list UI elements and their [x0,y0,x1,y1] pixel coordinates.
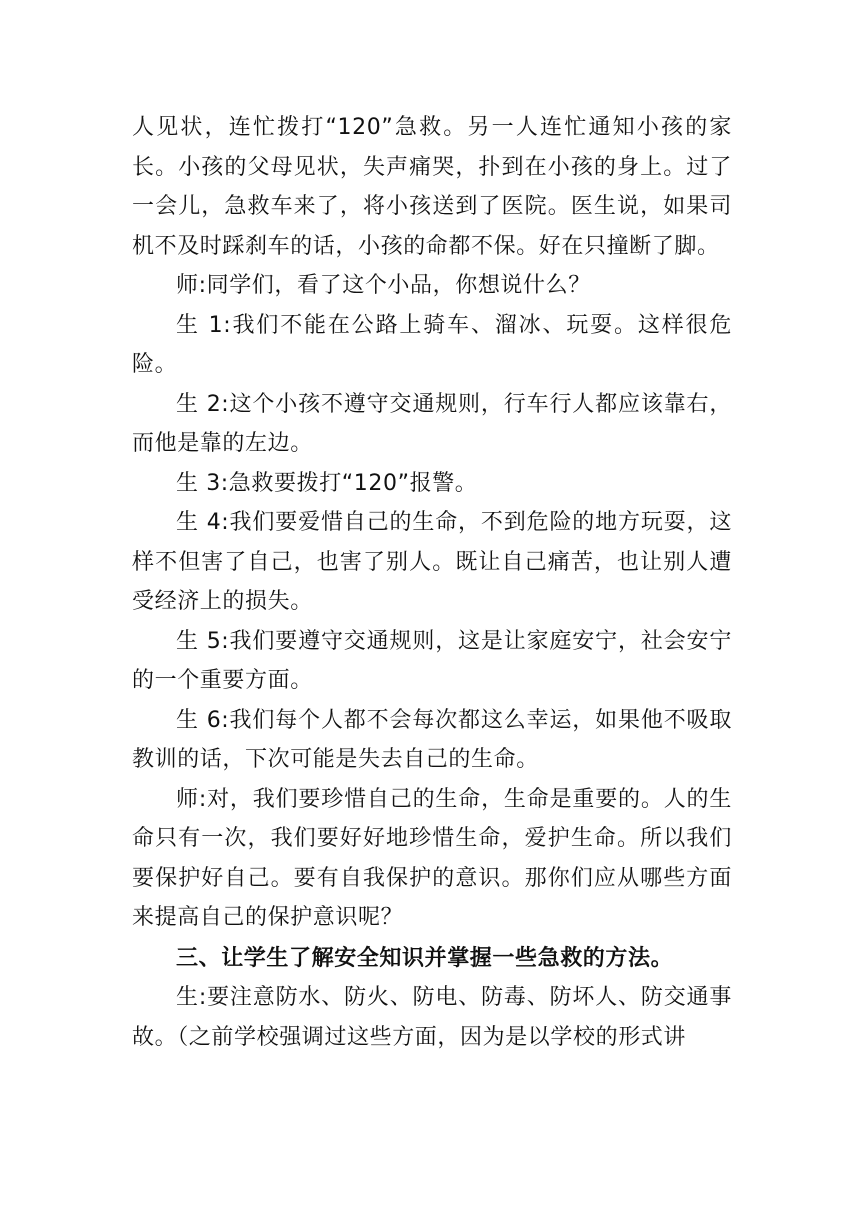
document-page [132,108,732,1057]
paragraph-student-4: 生 4:我们要爱惜自己的生命，不到危险的地方玩耍，这样不但害了自己，也害了别人。既让自己痛苦，也让别人遭受经济上的损失。 [132,510,732,614]
paragraph-teacher-question: 师:同学们，看了这个小品，你想说什么？ [176,273,591,298]
paragraph-continuation: 人见状，连忙拨打“120”急救。另一人连忙通知小孩的家长。小孩的父母见状，失声痛哭，扑到在小孩的身上。过了一会儿，急救车来了，将小孩送到了医院。医生说，如果司机不及时踩刹车的话，小孩的命都不保。好在只撞断了脚。 [132,115,732,259]
paragraph-student-5: 生 5:我们要遵守交通规则，这是让家庭安宁，社会安宁的一个重要方面。 [132,628,732,693]
section-heading: 三、让学生了解安全知识并掌握一些急救的方法。 [176,945,674,971]
paragraph-student-answer: 生:要注意防水、防火、防电、防毒、防坏人、防交通事故。（之前学校强调过这些方面，因为是以学校的形式讲 [132,985,732,1050]
paragraph-student-3: 生 3:急救要拨打“120”报警。 [176,470,478,496]
paragraph-student-2: 生 2:这个小孩不遵守交通规则，行车行人都应该靠右，而他是靠的左边。 [132,391,732,456]
paragraph-student-6: 生 6:我们每个人都不会每次都这么幸运，如果他不吸取教训的话，下次可能是失去自己的生命。 [132,707,732,772]
paragraph-student-1: 生 1:我们不能在公路上骑车、溜冰、玩耍。这样很危险。 [132,312,732,377]
paragraph-teacher-summary: 师:对，我们要珍惜自己的生命，生命是重要的。人的生命只有一次，我们要好好地珍惜生命，爱护生命。所以我们要保护好自己。要有自我保护的意识。那你们应从哪些方面来提高自己的保护意识呢？ [132,786,732,930]
